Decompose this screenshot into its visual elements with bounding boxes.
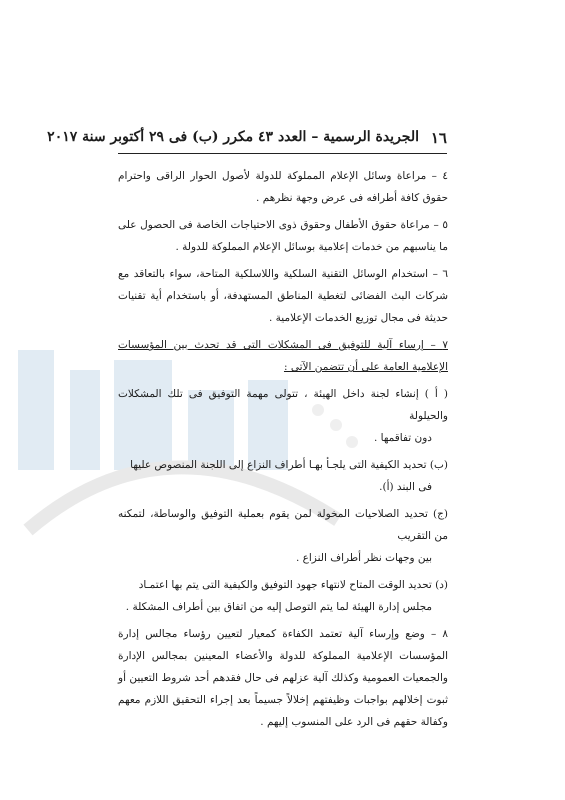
clause-7-c: [118, 503, 448, 569]
clause-7-d-first: (د) تحديد الوقت المتاح لانتهاء جهود التوفيق والكيفية التى يتم بها اعتمـاد: [138, 579, 448, 591]
clause-7-b-cont: فى البند (أ).: [379, 481, 432, 493]
gazette-title: الجريدة الرسمية – العدد ٤٣ مكرر (ب) فى ٢٩ أكتوبر سنة ٢٠١٧: [47, 129, 419, 145]
header-divider: [118, 153, 447, 154]
clause-7-c-first: (ج) تحديد الصلاحيات المخولة لمن يقوم بعملية التوفيق والوساطة، لتمكنه من التقريب: [118, 508, 448, 542]
clause-7-a-cont: دون تفاقمها .: [373, 432, 432, 444]
clause-7-b-first: (ب) تحديد الكيفية التى يلجـأ بهـا أطراف النزاع إلى اللجنة المنصوص عليها: [130, 459, 448, 471]
page-number: ١٦: [430, 129, 447, 147]
clause-5: ٥ – مراعاة حقوق الأطفال وحقوق ذوى الاحتياجات الخاصة فى الحصول على ما يناسبهم من خدمات إعلامية بوسائل الإعلام المملوكة للدولة .: [118, 219, 448, 253]
clause-7-c-cont: بين وجهات نظر أطراف النزاع .: [295, 552, 432, 564]
clause-7-b: [118, 454, 448, 498]
clause-7-a-first: ( أ ) إنشاء لجنة داخل الهيئة ، تتولى مهمة التوفيق فى تلك المشكلات والحيلولة: [118, 388, 448, 422]
clause-4: ٤ – مراعاة وسائل الإعلام المملوكة للدولة لأصول الحوار الراقى واحترام حقوق كافة أطرافه فى عرض وجهة نظرهم .: [118, 170, 448, 204]
clause-6: ٦ – استخدام الوسائل التقنية السلكية واللاسلكية المتاحة، سواء بالتعاقد مع شركات البث الفضائى لتغطية المناطق المستهدفة، أو باستخدام أية تقنيات حديثة فى مجال توزيع الخدمات الإعلامية .: [118, 268, 448, 324]
clause-8: ٨ – وضع وإرساء آلية تعتمد الكفاءة كمعيار لتعيين رؤساء مجالس إدارة المؤسسات الإعلامية المملوكة للدولة والأعضاء المعينين بمجالس الإدارة والجمعيات العمومية وكذلك آلية عزلهم فى حال فقدهم أحد شروط التعيين أو ثبوت إخلالهم بواجبات وظيفتهم إخلالاً جسيماً بعد إجراء التحقيق اللازم معهم وكفالة حقهم فى الرد على المنسوب إليهم .: [118, 628, 448, 728]
clause-7-a: [118, 383, 448, 449]
clause-7-d: [118, 574, 448, 618]
page-header: [47, 127, 447, 153]
clause-7-d-cont: مجلس إدارة الهيئة لما يتم التوصل إليه من اتفاق بين أطراف المشكلة .: [125, 601, 432, 613]
clause-7: ٧ – إرساء آلية للتوفيق فى المشكلات التى قد تحدث بين المؤسسات الإعلامية العامة على أن تتضمن الآتى :: [118, 339, 448, 373]
document-body: [118, 165, 448, 738]
